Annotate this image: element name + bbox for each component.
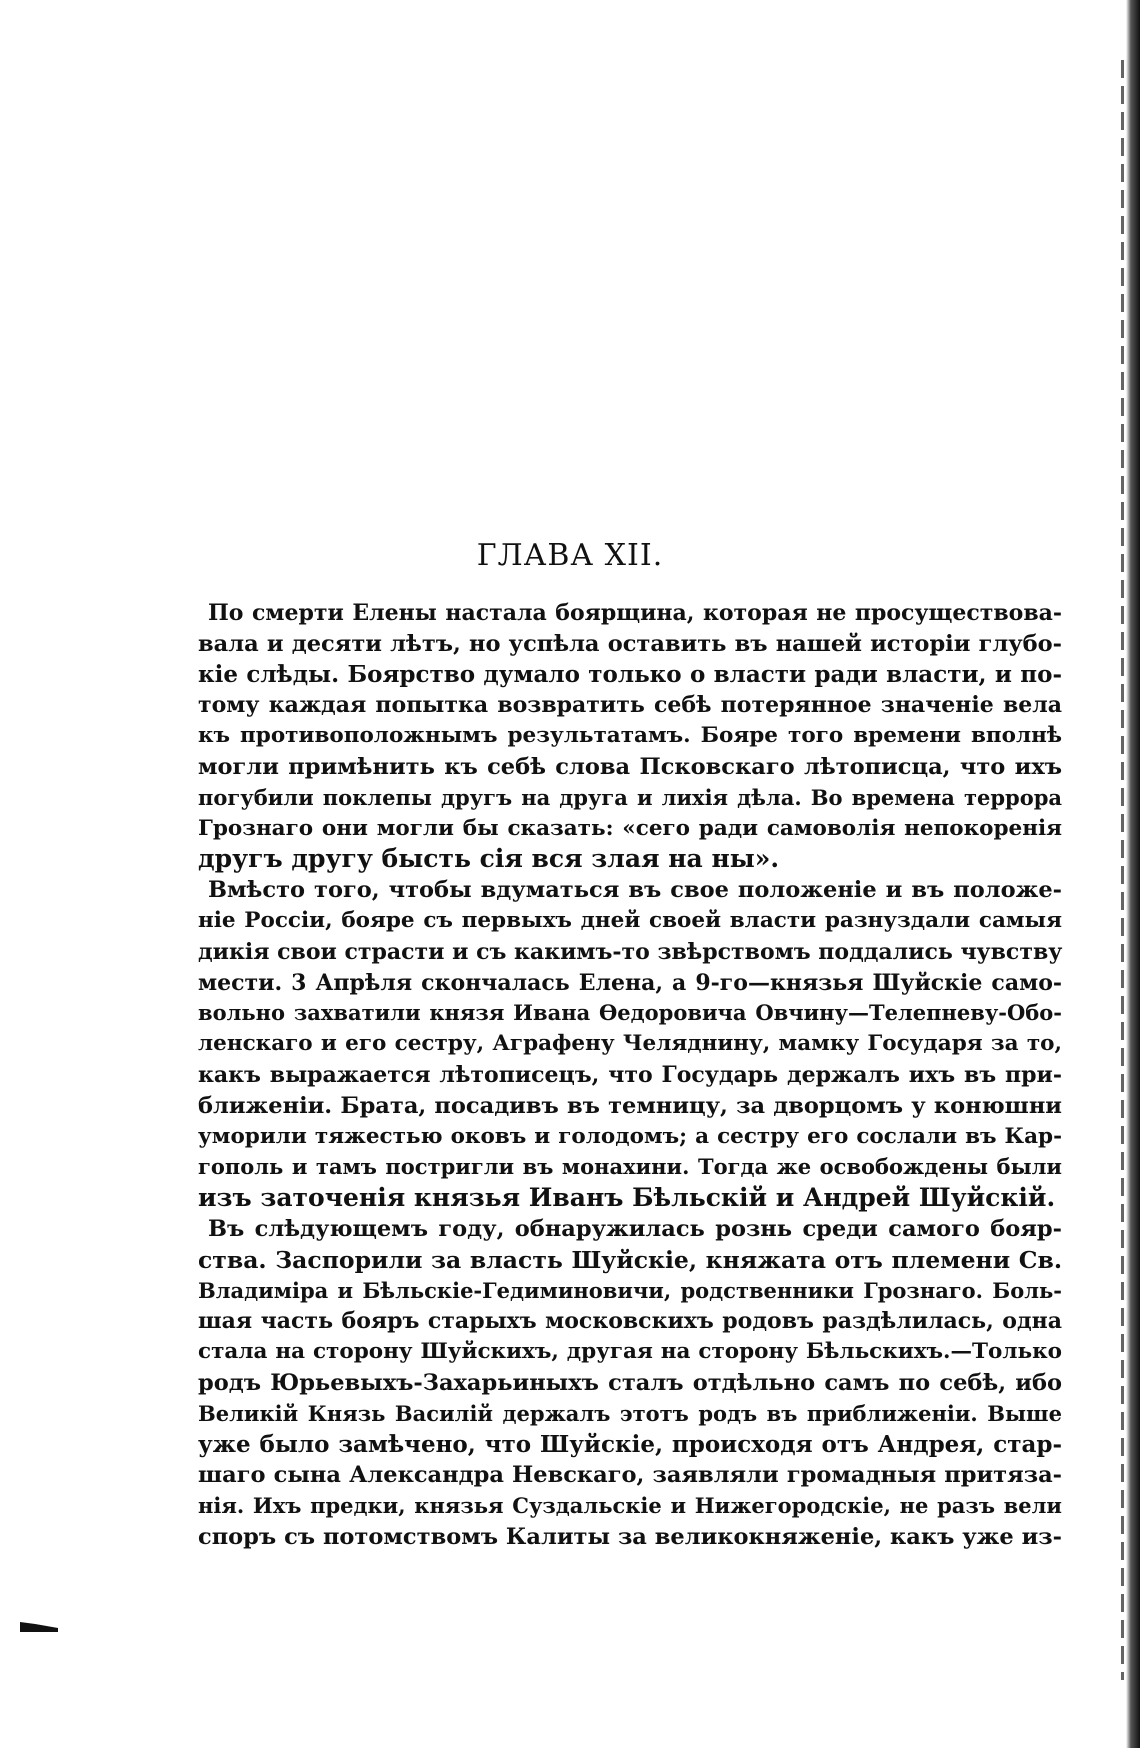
text-line: мести. 3 Апрѣля скончалась Елена, а 9-го—князья Шуйскіе само- (198, 969, 1062, 996)
text-line: Въ слѣдующемъ году, обнаружилась рознь среди самого бояр- (208, 1215, 1062, 1242)
text-line: уже было замѣчено, что Шуйскіе, происходя отъ Андрея, стар- (198, 1430, 1062, 1458)
text-line: дикія свои страсти и съ какимъ-то звѣрствомъ поддались чувству (198, 938, 1063, 965)
text-line: Грознаго они могли бы сказать: «сего ради самоволія непокоренія (198, 815, 1062, 841)
chapter-title: ГЛАВА XII. (476, 538, 664, 573)
text-line: гополь и тамъ постригли въ монахини. Тогда же освобождены были (198, 1154, 1062, 1180)
text-line: родъ Юрьевыхъ-Захарьиныхъ сталъ отдѣльно самъ по себѣ, ибо (198, 1369, 1062, 1396)
text-line: Великій Князь Василій держалъ этотъ родъ въ приближеніи. Выше (198, 1400, 1062, 1426)
text-line: споръ съ потомствомъ Калиты за великокняженіе, какъ уже из- (198, 1523, 1062, 1550)
page-binding-marks (1121, 60, 1124, 1680)
text-line: могли примѣнить къ себѣ слова Псковскаго лѣтописца, что ихъ (198, 753, 1062, 780)
text-line: погубили поклепы другъ на друга и лихія дѣла. Во времена террора (198, 784, 1062, 810)
text-line: Вмѣсто того, чтобы вдуматься въ свое положеніе и въ положе- (208, 877, 1062, 904)
text-line: нія. Ихъ предки, князья Суздальскіе и Нижегородскіе, не разъ вели (198, 1493, 1062, 1519)
paragraph-2 (198, 875, 1062, 1214)
text-line: шая часть бояръ старыхъ московскихъ родовъ раздѣлилась, одна (198, 1308, 1062, 1335)
text-line: шаго сына Александра Невскаго, заявляли громадныя притяза- (198, 1462, 1062, 1489)
text-line: какъ выражается лѣтописецъ, что Государь держалъ ихъ въ при- (198, 1061, 1062, 1088)
page-edge-shadow (1126, 0, 1140, 1748)
text-line: ства. Заспорили за власть Шуйскіе, княжата отъ племени Св. (198, 1245, 1062, 1274)
text-line: Владиміра и Бѣльскіе-Гедиминовичи, родственники Грознаго. Боль- (198, 1277, 1062, 1303)
text-line: стала на сторону Шуйскихъ, другая на сторону Бѣльскихъ.—Только (198, 1339, 1062, 1365)
paragraph-1 (198, 598, 1062, 875)
text-line: къ противоположнымъ результатамъ. Бояре того времени вполнѣ (198, 723, 1062, 749)
text-line: По смерти Елены настала боярщина, которая не просуществова- (208, 600, 1062, 626)
text-line: кіе слѣды. Боярство думало только о власти ради власти, и по- (198, 660, 1062, 688)
text-line: вольно захватили князя Ивана Ѳедоровича Овчину—Телепневу-Обо- (198, 1000, 1062, 1026)
text-line: уморили тяжестью оковъ и голодомъ; а сестру его сослали въ Кар- (198, 1123, 1062, 1149)
paragraph-3 (198, 1214, 1062, 1553)
text-line: ближеніи. Брата, посадивъ въ темницу, за дворцомъ у конюшни (198, 1092, 1062, 1119)
text-line: другъ другу бысть сія вся злая на ны». (198, 844, 780, 874)
text-line: вала и десяти лѣтъ, но успѣла оставить въ нашей исторіи глубо- (198, 630, 1062, 657)
text-line: тому каждая попытка возвратить себѣ потерянное значеніе вела (198, 692, 1062, 719)
text-line: изъ заточенія князья Иванъ Бѣльскій и Андрей Шуйскій. (198, 1183, 1056, 1213)
scan-artifact-mark (20, 1622, 58, 1632)
text-line: ніе Россіи, бояре съ первыхъ дней своей власти разнуздали самыя (198, 907, 1062, 933)
body-text (198, 598, 1062, 1553)
text-line: ленскаго и его сестру, Аграфену Челяднину, мамку Государя за то, (198, 1031, 1062, 1057)
